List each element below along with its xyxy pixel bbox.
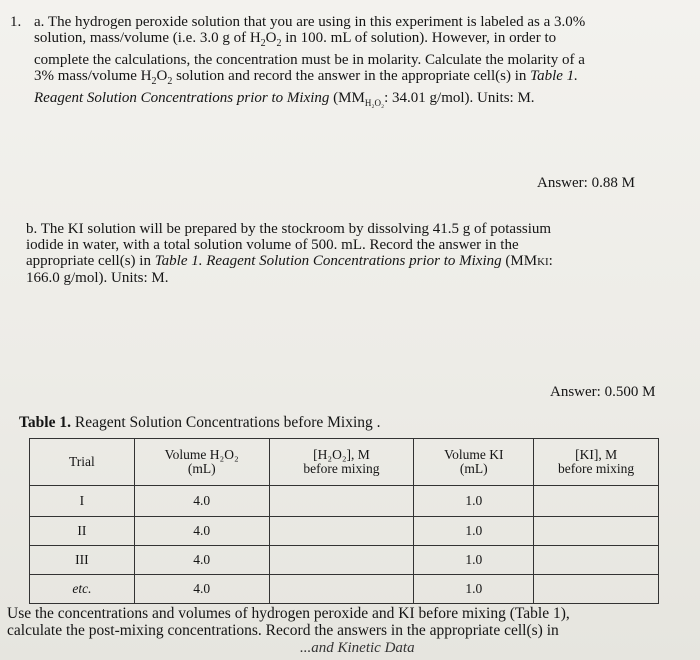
part-a-mm-subscript: H₂O₂ [364,98,385,108]
part-b-line3-end: : [548,253,553,269]
table-row [30,546,659,575]
answer-b: Answer: 0.500 M [550,384,656,400]
question-number: 1. [10,14,22,30]
part-a-line1: The hydrogen peroxide solution that you are using in this experiment is labeled as a 3.0% [47,14,586,30]
part-a-table-title: Reagent Solution Concentrations prior to Mixing [34,90,330,106]
header-vol-ki-line2: (mL) [459,461,488,476]
table-caption-rest: Reagent Solution Concentrations before Mixing . [70,414,381,431]
header-conc-ki [534,439,659,486]
part-a-label: a. [34,14,45,30]
cropped-text: ...and Kinetic Data [300,640,415,656]
table-row [30,486,659,517]
header-vol-h2o2-line2: (mL) [187,461,216,476]
cell-conc-h2o2[interactable] [269,486,414,517]
cell-vol-ki: 1.0 [414,575,534,604]
part-a-line2-post: in 100. mL of solution). However, in order to [281,30,557,46]
part-a-line5-pre: (MM [329,90,365,106]
header-conc-ki-line2: before mixing [558,461,635,476]
part-a-line5-post: : 34.01 g/mol). Units: M. [384,90,535,106]
cell-trial: I [30,486,135,517]
cell-trial: III [30,546,135,575]
header-vol-ki [414,439,534,486]
table-header-row [30,439,659,486]
answer-a: Answer: 0.88 M [537,175,635,191]
header-conc-h2o2-line1: [H₂O₂], M [313,447,370,462]
table-row [30,575,659,604]
part-b-line3-pre: appropriate cell(s) in [26,253,155,269]
cell-conc-ki[interactable] [534,486,659,517]
part-a-line3: complete the calculations, the concentration must be in molarity. Calculate the molarity of a [34,52,585,68]
cell-vol-ki: 1.0 [414,486,534,517]
followup-line2: calculate the post-mixing concentrations. Record the answers in the appropriate cell(s) in [7,622,559,639]
part-b-mm-subscript: KI [537,256,549,268]
cell-conc-ki[interactable] [534,575,659,604]
part-a-line4-pre: 3% mass/volume H [34,68,152,84]
part-b-line2: iodide in water, with a total solution volume of 500. mL. Record the answer in the [26,237,519,253]
cell-conc-ki[interactable] [534,546,659,575]
header-conc-h2o2-line2: before mixing [303,461,380,476]
part-a-line4-post: solution and record the answer in the appropriate cell(s) in [172,68,531,84]
header-vol-ki-line1: Volume KI [444,447,504,462]
header-trial: Trial [30,439,135,486]
table-caption [19,414,381,432]
question-part-a: a. The hydrogen peroxide solution that you are using in this experiment is labeled as a 3.0% solution, mass/volume (i.e. 3.0 g of $H_2O_2$ in 100. mL of solution). However, in order to complete the calculations, the concentration must be in molarity. Calculate the molarity of a 3% mass/volume $H_2O_2$ solution and record the answer in the appropriate cell(s) in Table 1. Reagent Solution Concentrations prior to Mixing ($MM_{H_2O_2}$: 34.01 g/mol). Units: M. [34,14,674,111]
question-part-b [26,221,676,286]
table-row [30,517,659,546]
cell-conc-h2o2[interactable] [269,575,414,604]
part-a-line4-mid: O [156,68,168,84]
cell-vol-h2o2: 4.0 [134,517,269,546]
followup-line1: Use the concentrations and volumes of hydrogen peroxide and KI before mixing (Table 1), [7,605,570,622]
cell-trial: etc. [30,575,135,604]
part-a-line2-pre: solution, mass/volume (i.e. 3.0 g of H [34,30,261,46]
part-b-line4: 166.0 g/mol). Units: M. [26,270,169,286]
header-conc-ki-line1: [KI], M [575,447,618,462]
cell-trial: II [30,517,135,546]
part-a-table-ref: Table 1. [530,68,578,84]
cell-conc-h2o2[interactable] [269,546,414,575]
header-vol-h2o2-line1: Volume H₂O₂ [164,447,239,462]
cell-vol-ki: 1.0 [414,517,534,546]
part-b-line3-post: (MM [501,253,538,269]
reagent-table [29,438,659,604]
cell-conc-h2o2[interactable] [269,517,414,546]
table-caption-bold: Table 1. [19,414,71,431]
cell-vol-h2o2: 4.0 [134,486,269,517]
cell-vol-ki: 1.0 [414,546,534,575]
part-b-table-ref: Table 1. Reagent Solution Concentrations prior to Mixing [154,253,502,269]
cell-vol-h2o2: 4.0 [134,575,269,604]
followup-instructions [7,605,697,639]
cell-vol-h2o2: 4.0 [134,546,269,575]
part-b-line1: b. The KI solution will be prepared by the stockroom by dissolving 41.5 g of potassium [26,221,552,237]
part-a-line2-mid: O [265,30,277,46]
header-conc-h2o2 [269,439,414,486]
cell-conc-ki[interactable] [534,517,659,546]
header-vol-h2o2 [134,439,269,486]
